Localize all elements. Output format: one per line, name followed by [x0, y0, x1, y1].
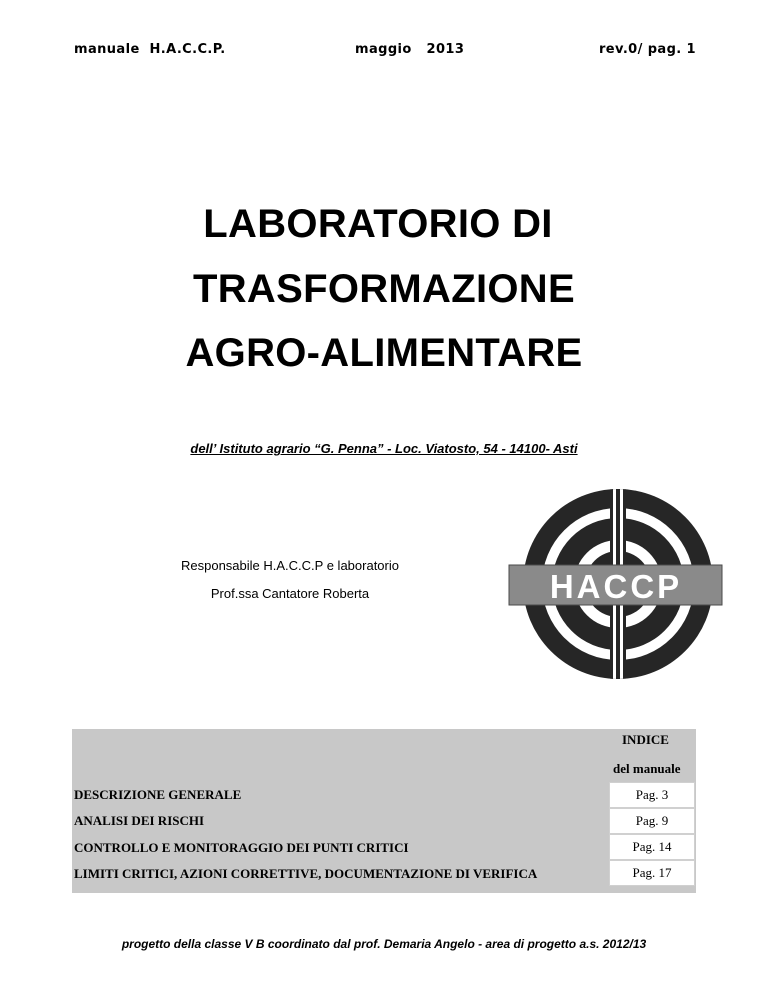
index-row-label: LIMITI CRITICI, AZIONI CORRETTIVE, DOCUMENTAZIONE DI VERIFICA: [74, 866, 538, 881]
header-date: maggio 2013: [355, 42, 465, 57]
title-line-3: AGRO-ALIMENTARE: [185, 331, 583, 375]
header-manual-title: manuale H.A.C.C.P.: [74, 42, 226, 57]
responsible-role: Responsabile H.A.C.C.P e laboratorio: [181, 558, 399, 573]
index-title: INDICE: [622, 732, 669, 747]
index-row-page: Pag. 14: [609, 834, 695, 860]
title-line-1: LABORATORIO DI: [203, 202, 553, 246]
index-row-page: Pag. 3: [609, 782, 695, 808]
index-row-page: Pag. 9: [609, 808, 695, 834]
index-row-label: ANALISI DEI RISCHI: [74, 813, 205, 828]
logo-text: HACCP: [549, 568, 683, 605]
footer-note: progetto della classe V B coordinato dal prof. Demaria Angelo - area di progetto a.s. 2012/13: [121, 937, 647, 951]
page-header: [74, 42, 696, 62]
title-line-2: TRASFORMAZIONE: [193, 267, 575, 311]
haccp-logo-icon: [508, 486, 724, 682]
index-row-page: Pag. 17: [609, 860, 695, 886]
index-subtitle: del manuale: [613, 761, 681, 776]
responsible-name: Prof.ssa Cantatore Roberta: [210, 586, 370, 601]
header-revision-page: rev.0/ pag. 1: [599, 42, 696, 57]
index-row-label: DESCRIZIONE GENERALE: [74, 787, 242, 802]
index-row-label: CONTROLLO E MONITORAGGIO DEI PUNTI CRITICI: [74, 840, 409, 855]
institute-address: dell’ Istituto agrario “G. Penna” - Loc. Viatosto, 54 - 14100- Asti: [190, 441, 578, 456]
